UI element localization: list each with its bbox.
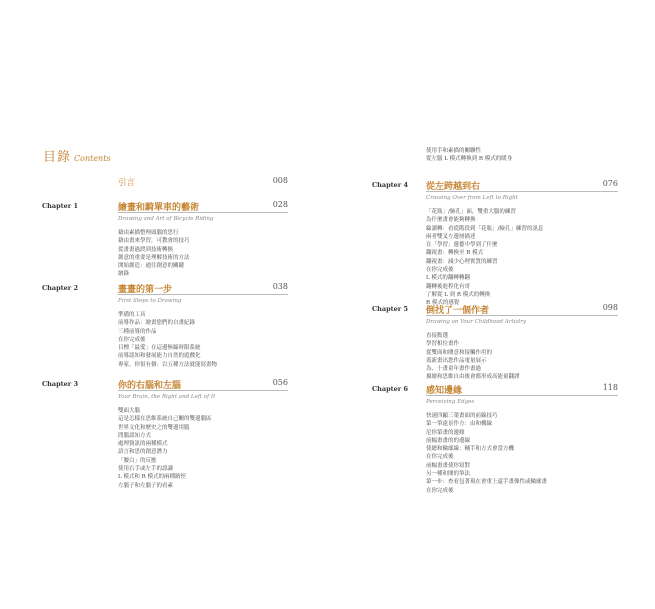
list-item: 為、十畫童年畫作畫過 — [426, 366, 482, 373]
chapter-page: 028 — [272, 200, 288, 209]
list-item: 藉由素描整理頭腦的思行 — [118, 230, 179, 236]
list-item: 從畫畫過渡到技術轉換 — [118, 246, 174, 253]
chapter-divider — [426, 395, 618, 396]
chapter-divider — [426, 191, 618, 192]
chapter-items — [118, 407, 212, 490]
list-item: 語言和思的創意潛力 — [118, 449, 168, 456]
list-item: 創意的重要是理解技術的方法 — [118, 254, 190, 261]
list-item: 另一種和閱的筆法 — [426, 471, 471, 478]
chapter-items — [118, 229, 190, 279]
list-item: 在「學習」邊藝中學到了什麼 — [426, 242, 498, 249]
list-item: 使總和輪廓線：輔手和方式會當方機 — [426, 446, 515, 453]
list-item: L 模式和 R 模式的兩種路徑 — [118, 474, 187, 481]
list-item: 前幅畫畫使你寫對 — [426, 462, 471, 469]
list-item: 專家、你很有個：以五種方法就能寫畫物 — [118, 361, 218, 368]
chapter-subtitle: Perceiving Edges — [426, 399, 475, 405]
list-item: 左腦子和左腦子的看素 — [118, 482, 174, 489]
list-item: 開始創造：通往創意的關鍵 — [118, 263, 185, 270]
chapter-subtitle: Your Brain, the Right and Left of It — [118, 394, 216, 400]
chapter-page: 118 — [602, 383, 618, 392]
list-item: 準備的工具 — [118, 312, 146, 318]
list-item: R 模式的感覺 — [426, 300, 460, 307]
list-item: 在你完成後 — [118, 336, 146, 343]
list-item: 問腦認知方式 — [118, 432, 152, 439]
list-item: 繪錄 — [118, 271, 130, 278]
continued-list — [426, 147, 512, 164]
chapter-title: 你的右腦和左腦 — [118, 381, 182, 391]
list-item: 前導認知和發展能力自然的遊戲化 — [118, 353, 201, 360]
chapter-items — [426, 412, 547, 495]
list-item: 第一步：查看包著現在會重上還手畫像性或輪廓畫 — [426, 479, 548, 486]
chapter-items — [118, 311, 217, 369]
list-item: 使用手和素描的關聯性 — [426, 148, 482, 154]
toc-title-zh: 目錄 — [43, 150, 72, 165]
list-item: 線讀轉：看從階段到「花瓶」/臉孔」練習的訊息 — [426, 225, 544, 232]
chapter-title: 感知邊緣 — [426, 386, 463, 396]
list-item: 這是怎樣在思維系統自己關的雙邊腦區 — [118, 416, 212, 423]
chapter-items — [426, 332, 520, 382]
list-item: 「腰白」的反應 — [118, 457, 157, 464]
list-item: 藉由畫來學習，可教會的技巧 — [118, 238, 190, 245]
list-item: 三種前導的作品 — [118, 328, 157, 335]
chapter-title: 繪畫和騎單車的藝術 — [118, 203, 200, 213]
list-item: 第一筆遠景作方：由和構線 — [426, 421, 493, 428]
chapter-subtitle: Drawing and Art of Bicycle Riding — [118, 216, 214, 222]
chapter-items — [426, 208, 543, 308]
list-item: 處理資訊的兩種模式 — [118, 441, 168, 448]
list-item: 從雙面和閱意和接觸作用的 — [426, 349, 493, 356]
list-item: 兩者雙叉左邊層描述 — [426, 233, 476, 240]
chapter-label: Chapter 4 — [372, 181, 409, 189]
chapter-subtitle: Drawing on Your Childhood Artistry — [426, 319, 527, 325]
chapter-page: 056 — [272, 378, 288, 387]
chapter-label: Chapter 2 — [42, 284, 79, 292]
chapter-label: Chapter 3 — [42, 380, 79, 388]
intro-title: 引言 — [118, 178, 136, 188]
chapter-divider — [118, 390, 288, 391]
list-item: 目標「最愛」在這邊無線時限系統 — [118, 345, 201, 352]
chapter-subtitle: First Steps to Drawing — [118, 298, 182, 304]
list-item: 直接點選 — [426, 333, 449, 339]
list-item: 雙面大腦 — [118, 408, 141, 414]
list-item: 「花瓶」/臉孔」面，雙重大腦的練習 — [426, 209, 516, 215]
chapter-page: 098 — [602, 303, 618, 312]
chapter-page: 076 — [602, 179, 618, 188]
list-item: 前幅畫畫的的邊線 — [426, 437, 471, 444]
list-item: 前導作品：繪畫您們的自畫紀錄 — [118, 320, 196, 327]
chapter-subtitle: Crossing Over from Left to Right — [426, 195, 518, 201]
chapter-title: 畫畫的第一步 — [118, 285, 173, 295]
list-item: L 模式的翻轉轉翻 — [426, 275, 470, 282]
list-item: 翻轉後進程化有哥 — [426, 283, 471, 290]
chapter-label: Chapter 6 — [372, 385, 409, 393]
list-item: 翻視畫：轉換至 R 模式 — [426, 250, 484, 257]
list-item: 了解從 L 到 R 模式的轉換 — [426, 291, 491, 298]
chapter-label: Chapter 5 — [372, 305, 409, 313]
chapter-divider — [118, 212, 288, 213]
chapter-divider — [426, 315, 618, 316]
chapter-page: 038 — [272, 282, 288, 291]
toc-title — [43, 146, 111, 165]
list-item: 學習相位畫作 — [426, 341, 460, 348]
chapter-title: 倒找了一個作者 — [426, 306, 490, 316]
toc-title-en: Contents — [74, 154, 111, 163]
list-item: 世界文化和歷史之的雙邊用腦 — [118, 424, 190, 431]
intro-entry[interactable] — [118, 176, 288, 188]
chapter-label: Chapter 1 — [42, 202, 79, 210]
list-item: 在你完成後 — [426, 487, 454, 494]
intro-page: 008 — [272, 176, 288, 185]
list-item: 快速四顯三葉畫面的前線技巧 — [426, 413, 498, 419]
list-item: 描繪和思維自由後會都形成高能量翻譯 — [426, 374, 520, 381]
chapter-title: 從左跨越到右 — [426, 182, 481, 192]
chapter-divider — [118, 294, 288, 295]
list-item: 蓋新畫出您作品電量展示 — [426, 357, 487, 364]
list-item: 在你完成後 — [426, 267, 454, 274]
list-item: 使用右手或左手的認識 — [118, 466, 174, 473]
list-item: 在你完成後 — [426, 454, 454, 461]
list-item: 尼你第畫的邊緣 — [426, 429, 465, 436]
list-item: 翻視畫：減少心理實質的練習 — [426, 258, 498, 265]
list-item: 從左腦 L 模式轉換到 R 模式的暖身 — [426, 156, 513, 163]
list-item: 為什麼畫會能夠轉換 — [426, 217, 476, 224]
